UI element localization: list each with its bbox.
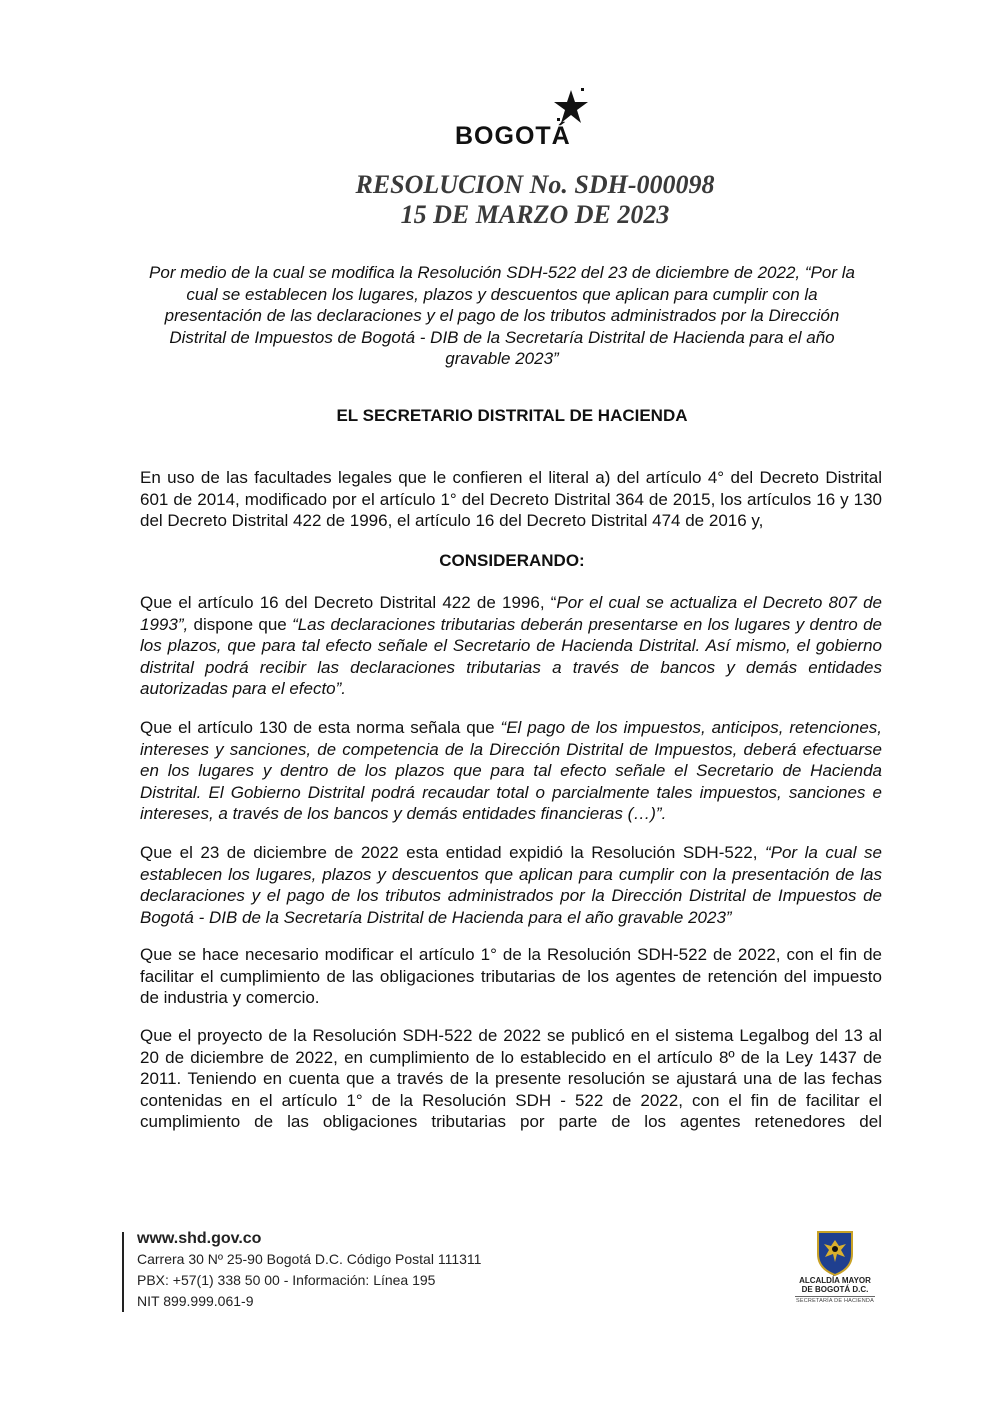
- text-run: dispone que: [188, 614, 293, 634]
- coat-of-arms-icon: [816, 1230, 854, 1276]
- star-icon: [551, 88, 591, 128]
- footer-website: www.shd.gov.co: [137, 1230, 262, 1247]
- logo-text: BOGOTÁ: [455, 122, 571, 150]
- resolution-number: RESOLUCION No. SDH-000098: [355, 170, 715, 199]
- seal-divider: [795, 1296, 875, 1297]
- resolution-subject: Por medio de la cual se modifica la Resolución SDH-522 del 23 de diciembre de 2022, “Por la cual se establecen los lugares, plazos y descuentos que aplican para cumplir con la presentación de las declaraciones y el pago de los tributos administrados por la Dirección Distrital de Impuestos de Bogotá - DIB de la Secretaría Distrital de Hacienda para el año gravable 2023”: [149, 263, 855, 368]
- considering-heading: CONSIDERANDO:: [439, 551, 585, 570]
- quoted-text: “Las declaraciones tributarias deberán presentarse en los lugares y dentro de los plazos, que para tal efecto señale el Secretario de Hacienda Distrital. Así mismo, el gobierno distrital podrá recibir las declaraciones tributarias a través de bancos y demás entidades autorizadas para el efecto”.: [140, 614, 882, 698]
- quoted-text: “Por la cual se establecen los lugares, plazos y descuentos que aplican para cumplir con la presentación de las declaraciones y el pago de los tributos administrados por la Dirección Distrital de Impuestos de Bogotá - DIB de la Secretaría Distrital de Hacienda para el año gravable 2023”: [140, 843, 882, 927]
- issuer-heading: EL SECRETARIO DISTRITAL DE HACIENDA: [336, 406, 688, 425]
- footer-address: Carrera 30 Nº 25-90 Bogotá D.C. Código Postal 111311: [137, 1251, 482, 1267]
- considering-paragraph-5: Que el proyecto de la Resolución SDH-522 de 2022 se publicó en el sistema Legalbog del 13 al 20 de diciembre de 2022, en cumplimiento de lo establecido en el artículo 8º de la Ley 1437 de 2011. Teniendo en cuenta que a través de la presente resolución se ajustará una de las fechas contenidas en el artículo 1° de la Resolución SDH - 522 de 2022, con el fin de facilitar el cumplimiento de las obligaciones tributarias por parte de los agentes retenedores del: [140, 1026, 882, 1131]
- footer-divider: [122, 1232, 124, 1312]
- preamble-paragraph: En uso de las facultades legales que le confieren el literal a) del artículo 4° del Decreto Distrital 601 de 2014, modificado por el artículo 1° del Decreto Distrital 364 de 2015, los artículos 16 y 130 del Decreto Distrital 422 de 1996, el artículo 16 del Decreto Distrital 474 de 2016 y,: [140, 468, 882, 530]
- considering-paragraph-2: [140, 717, 882, 825]
- alcaldia-seal: [795, 1230, 875, 1320]
- resolution-date: 15 DE MARZO DE 2023: [400, 200, 670, 229]
- text-run: Que el 23 de diciembre de 2022 esta entidad expidió la Resolución SDH-522,: [140, 843, 765, 862]
- footer-contact: [137, 1228, 481, 1312]
- seal-line-3: SECRETARÍA DE HACIENDA: [796, 1298, 874, 1304]
- footer-phone: PBX: +57(1) 338 50 00 - Información: Línea 195: [137, 1272, 436, 1288]
- quoted-text: “El pago de los impuestos, anticipos, retenciones, intereses y sanciones, de competencia de la Dirección Distrital de Impuestos, deberá efectuarse en los lugares y dentro de los plazos que para tal efecto señale el Secretario de Hacienda Distrital. El Gobierno Distrital podrá recaudar total o parcialmente tales impuestos, sanciones e intereses, a través de los bancos y demás entidades financieras (…)”.: [140, 718, 882, 823]
- quoted-text: Por el cual se actualiza el Decreto 807 de 1993”,: [140, 593, 882, 634]
- considering-paragraph-3: [140, 842, 882, 928]
- text-run: Que el artículo 130 de esta norma señala que: [140, 718, 501, 737]
- considering-paragraph-4: Que se hace necesario modificar el artículo 1° de la Resolución SDH-522 de 2022, con el fin de facilitar el cumplimiento de las obligaciones tributarias de los agentes de retención del impuesto de industria y comercio.: [140, 945, 882, 1007]
- seal-line-1: ALCALDÍA MAYOR: [799, 1276, 871, 1285]
- text-run: Que el artículo 16 del Decreto Distrital 422 de 1996, “: [140, 593, 557, 612]
- seal-line-2: DE BOGOTÁ D.C.: [801, 1285, 869, 1294]
- considering-paragraph-1: [140, 592, 882, 700]
- bogota-logo: [455, 88, 605, 160]
- footer-nit: NIT 899.999.061-9: [137, 1293, 254, 1309]
